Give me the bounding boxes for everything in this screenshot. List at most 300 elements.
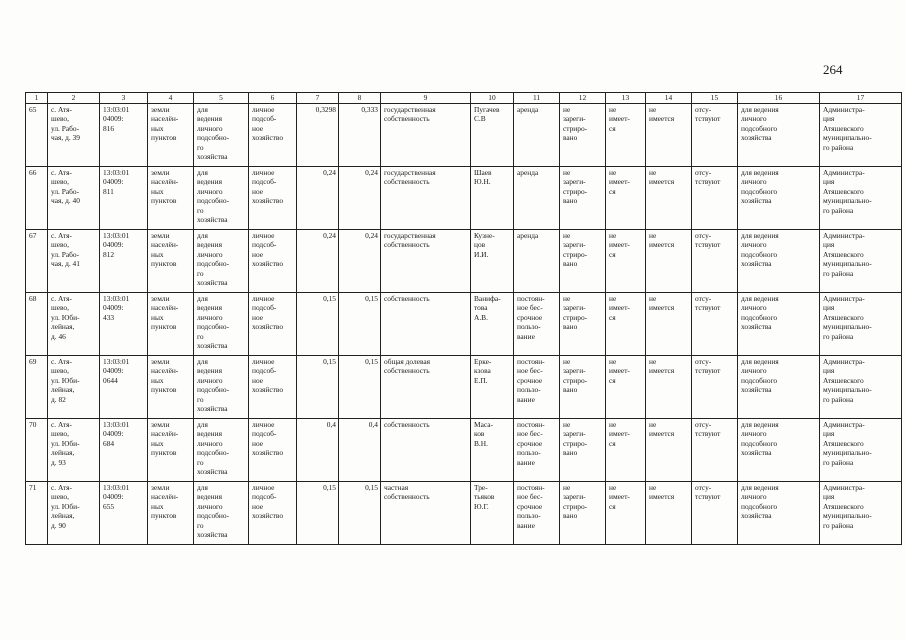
cell-text-line: населён- [151, 429, 179, 439]
cell-text-line: государственная [384, 105, 436, 114]
column-header-13: 13 [606, 93, 646, 104]
cell-text-line: имеется [649, 240, 675, 250]
table-cell-col-17 [820, 419, 902, 482]
table-cell-col-8: 0,15 [339, 293, 381, 356]
table-cell-col-17 [820, 482, 902, 545]
cell-text-line: для [197, 420, 208, 429]
cell-text-line: постоян- [517, 483, 545, 492]
cell-text-line: тствуют [695, 240, 721, 250]
cell-text-line: това [474, 303, 488, 313]
cell-text-line: ведения [197, 366, 222, 376]
cell-text-line: тствуют [695, 429, 721, 439]
cell-text-line: зареги- [563, 492, 586, 502]
cell-text-line: не [649, 294, 657, 303]
table-cell-col-12 [560, 293, 606, 356]
cell-text-line: вано [563, 385, 578, 395]
table-cell-col-5 [194, 230, 249, 293]
cell-text-line: земли [151, 294, 170, 303]
cell-text-line: муниципально- [823, 259, 872, 269]
land-register-table [25, 92, 902, 545]
cell-text-line: с. Атя- [51, 420, 72, 429]
cell-text-line: 655 [103, 501, 115, 511]
cell-text-line: Атяшевского [823, 312, 864, 322]
cell-text-line: имеет- [609, 429, 630, 439]
cell-text-line: не [563, 483, 571, 492]
table-cell-col-4 [148, 230, 194, 293]
table-cell-col-13 [606, 230, 646, 293]
cell-text-line: пользо- [517, 511, 541, 521]
cell-text-line: д. 93 [51, 457, 66, 467]
cell-text-line: личного [197, 123, 223, 133]
table-cell-col-15 [692, 419, 738, 482]
cell-text-line: го [197, 457, 204, 467]
cell-text-line: хозяйства [197, 215, 228, 225]
cell-text-line: не [563, 168, 571, 177]
column-header-1: 1 [26, 93, 48, 104]
cell-text-line: 04009: [103, 114, 124, 124]
cell-text-line: Шаев [474, 168, 492, 177]
cell-text-line: го [197, 268, 204, 278]
table-cell-col-3 [100, 293, 148, 356]
cell-text-line: отсу- [695, 483, 712, 492]
cell-text-line: для ведения [741, 294, 779, 303]
cell-text-line: с. Атя- [51, 483, 72, 492]
cell-text-line: Администра- [823, 420, 865, 429]
table-cell-col-11 [514, 419, 560, 482]
cell-text-line: не [649, 168, 657, 177]
cell-text-line: имеется [649, 177, 675, 187]
cell-text-line: 04009: [103, 303, 124, 313]
cell-text-line: пунктов [151, 259, 177, 269]
cell-text-line: лейная, [51, 448, 75, 458]
cell-text-line: хозяйство [252, 259, 284, 269]
table-cell-col-9 [381, 482, 471, 545]
table-cell-col-7: 0,24 [297, 167, 339, 230]
table-cell-col-9 [381, 356, 471, 419]
cell-text-line: для ведения [741, 105, 779, 114]
column-header-4: 4 [148, 93, 194, 104]
cell-text-line: земли [151, 483, 170, 492]
cell-text-line: срочное [517, 375, 543, 385]
table-cell-col-8: 0,24 [339, 230, 381, 293]
table-cell-col-5 [194, 482, 249, 545]
cell-text-line: ция [823, 492, 835, 502]
cell-text-line: зареги- [563, 114, 586, 124]
cell-text-line: имеет- [609, 366, 630, 376]
table-cell-col-9 [381, 419, 471, 482]
column-number-header-row [26, 93, 902, 104]
cell-text-line: не [609, 294, 617, 303]
cell-text-line: кзова [474, 366, 491, 376]
cell-text-line: го района [823, 268, 854, 278]
table-cell-col-5 [194, 167, 249, 230]
cell-text-line: зареги- [563, 177, 586, 187]
cell-text-line: Атяшевского [823, 438, 864, 448]
column-header-10: 10 [471, 93, 514, 104]
cell-text-line: муниципально- [823, 385, 872, 395]
cell-text-line: государственная [384, 168, 436, 177]
cell-text-line: шево, [51, 114, 69, 124]
cell-text-line: Атяшевского [823, 249, 864, 259]
cell-text-line: населён- [151, 492, 179, 502]
cell-text-line: имеется [649, 366, 675, 376]
cell-text-line: собственность [384, 114, 430, 124]
table-cell-col-1: 68 [26, 293, 48, 356]
cell-text-line: 433 [103, 312, 115, 322]
cell-text-line: И.И. [474, 249, 489, 259]
cell-text-line: 13:03:01 [103, 105, 130, 114]
cell-text-line: отсу- [695, 231, 712, 240]
cell-text-line: хозяйство [252, 196, 284, 206]
cell-text-line: хозяйства [741, 133, 772, 143]
table-cell-col-9 [381, 230, 471, 293]
cell-text-line: 04009: [103, 366, 124, 376]
table-cell-col-17 [820, 230, 902, 293]
cell-text-line: ных [151, 501, 164, 511]
table-cell-col-15 [692, 104, 738, 167]
cell-text-line: для ведения [741, 420, 779, 429]
cell-text-line: хозяйство [252, 322, 284, 332]
cell-text-line: тствуют [695, 492, 721, 502]
cell-text-line: ция [823, 114, 835, 124]
cell-text-line: подсобно- [197, 259, 230, 269]
cell-text-line: подсоб- [252, 240, 277, 250]
cell-text-line: Администра- [823, 483, 865, 492]
table-cell-col-16 [738, 167, 820, 230]
column-header-7: 7 [297, 93, 339, 104]
cell-text-line: не [563, 420, 571, 429]
table-cell-col-16 [738, 104, 820, 167]
cell-text-line: хозяйства [197, 152, 228, 162]
table-cell-col-3 [100, 104, 148, 167]
cell-text-line: стриро- [563, 375, 588, 385]
table-cell-col-12 [560, 482, 606, 545]
table-cell-col-2 [48, 167, 100, 230]
cell-text-line: зареги- [563, 366, 586, 376]
cell-text-line: личного [197, 186, 223, 196]
cell-text-line: отсу- [695, 105, 712, 114]
cell-text-line: не [649, 483, 657, 492]
cell-text-line: 812 [103, 249, 115, 259]
page-number: 264 [823, 62, 843, 77]
cell-text-line: ное [252, 249, 264, 259]
table-cell-col-6 [249, 167, 297, 230]
cell-text-line: 811 [103, 186, 114, 196]
cell-text-line: шево, [51, 177, 69, 187]
cell-text-line: собственность [384, 240, 430, 250]
table-cell-col-12 [560, 419, 606, 482]
table-cell-col-1: 70 [26, 419, 48, 482]
cell-text-line: зареги- [563, 240, 586, 250]
cell-text-line: подсобно- [197, 448, 230, 458]
cell-text-line: вано [563, 448, 578, 458]
cell-text-line: д. 82 [51, 394, 66, 404]
table-cell-col-5 [194, 356, 249, 419]
cell-text-line: не [609, 420, 617, 429]
cell-text-line: имеет- [609, 303, 630, 313]
cell-text-line: общая долевая [384, 357, 431, 366]
cell-text-line: личное [252, 420, 275, 429]
cell-text-line: частная [384, 483, 409, 492]
cell-text-line: 13:03:01 [103, 231, 130, 240]
cell-text-line: ное [252, 375, 264, 385]
cell-text-line: 04009: [103, 240, 124, 250]
table-cell-col-9 [381, 104, 471, 167]
cell-text-line: подсобно- [197, 196, 230, 206]
cell-text-line: ся [609, 438, 616, 448]
table-cell-col-15 [692, 230, 738, 293]
table-cell-col-1: 71 [26, 482, 48, 545]
cell-text-line: пунктов [151, 511, 177, 521]
cell-text-line: личного [741, 177, 767, 187]
cell-text-line: ведения [197, 429, 222, 439]
cell-text-line: ных [151, 375, 164, 385]
cell-text-line: 04009: [103, 177, 124, 187]
cell-text-line: ся [609, 501, 616, 511]
cell-text-line: муниципально- [823, 322, 872, 332]
cell-text-line: 13:03:01 [103, 168, 130, 177]
cell-text-line: ция [823, 366, 835, 376]
cell-text-line: имеет- [609, 492, 630, 502]
table-cell-col-16 [738, 230, 820, 293]
cell-text-line: личное [252, 357, 275, 366]
cell-text-line: тствуют [695, 114, 721, 124]
cell-text-line: ся [609, 186, 616, 196]
cell-text-line: В.Н. [474, 438, 488, 448]
table-cell-col-12 [560, 230, 606, 293]
table-cell-col-8: 0,15 [339, 482, 381, 545]
table-cell-col-2 [48, 419, 100, 482]
cell-text-line: населён- [151, 303, 179, 313]
table-cell-col-15 [692, 356, 738, 419]
table-cell-col-9 [381, 293, 471, 356]
table-cell-col-8: 0,15 [339, 356, 381, 419]
cell-text-line: Атяшевского [823, 375, 864, 385]
cell-text-line: личного [197, 312, 223, 322]
cell-text-line: хозяйства [197, 404, 228, 414]
cell-text-line: ведения [197, 177, 222, 187]
cell-text-line: д. 90 [51, 520, 66, 530]
cell-text-line: для [197, 483, 208, 492]
table-cell-col-2 [48, 356, 100, 419]
cell-text-line: населён- [151, 114, 179, 124]
cell-text-line: ное [252, 123, 264, 133]
cell-text-line: аренда [517, 231, 539, 240]
cell-text-line: стриро- [563, 312, 588, 322]
cell-text-line: 04009: [103, 492, 124, 502]
cell-text-line: Ю.Г. [474, 501, 489, 511]
table-cell-col-2 [48, 293, 100, 356]
table-cell-col-8: 0,24 [339, 167, 381, 230]
cell-text-line: с. Атя- [51, 105, 72, 114]
cell-text-line: постоян- [517, 294, 545, 303]
cell-text-line: Администра- [823, 168, 865, 177]
cell-text-line: хозяйство [252, 133, 284, 143]
cell-text-line: пользо- [517, 322, 541, 332]
cell-text-line: ул. Юби- [51, 501, 80, 511]
cell-text-line: 684 [103, 438, 115, 448]
cell-text-line: населён- [151, 240, 179, 250]
cell-text-line: стриро- [563, 123, 588, 133]
cell-text-line: собственность [384, 420, 430, 429]
cell-text-line: Маса- [474, 420, 493, 429]
table-cell-col-12 [560, 356, 606, 419]
cell-text-line: не [609, 168, 617, 177]
table-cell-col-4 [148, 356, 194, 419]
table-cell-col-11 [514, 230, 560, 293]
cell-text-line: срочное [517, 438, 543, 448]
cell-text-line: личного [741, 114, 767, 124]
cell-text-line: 04009: [103, 429, 124, 439]
cell-text-line: личное [252, 168, 275, 177]
column-header-11: 11 [514, 93, 560, 104]
cell-text-line: для [197, 294, 208, 303]
column-header-9: 9 [381, 93, 471, 104]
column-header-2: 2 [48, 93, 100, 104]
table-cell-col-3 [100, 167, 148, 230]
table-cell-col-7: 0,15 [297, 293, 339, 356]
cell-text-line: го района [823, 331, 854, 341]
table-cell-col-16 [738, 482, 820, 545]
table-cell-col-6 [249, 230, 297, 293]
cell-text-line: ул. Юби- [51, 312, 80, 322]
cell-text-line: подсоб- [252, 177, 277, 187]
cell-text-line: Пугачев [474, 105, 500, 114]
cell-text-line: ведения [197, 114, 222, 124]
cell-text-line: хозяйства [741, 385, 772, 395]
cell-text-line: хозяйства [741, 259, 772, 269]
table-cell-col-13 [606, 293, 646, 356]
cell-text-line: пунктов [151, 385, 177, 395]
table-cell-col-13 [606, 104, 646, 167]
cell-text-line: го [197, 394, 204, 404]
column-header-3: 3 [100, 93, 148, 104]
cell-text-line: хозяйство [252, 385, 284, 395]
table-row [26, 356, 902, 419]
cell-text-line: д. 46 [51, 331, 66, 341]
cell-text-line: земли [151, 231, 170, 240]
cell-text-line: Кузне- [474, 231, 495, 240]
cell-text-line: имеется [649, 303, 675, 313]
table-cell-col-14 [646, 356, 692, 419]
cell-text-line: муниципально- [823, 448, 872, 458]
cell-text-line: хозяйство [252, 511, 284, 521]
cell-text-line: постоян- [517, 420, 545, 429]
cell-text-line: земли [151, 105, 170, 114]
cell-text-line: подсобного [741, 249, 778, 259]
table-cell-col-2 [48, 482, 100, 545]
cell-text-line: ся [609, 249, 616, 259]
cell-text-line: хозяйства [741, 322, 772, 332]
table-cell-col-4 [148, 167, 194, 230]
cell-text-line: личное [252, 105, 275, 114]
cell-text-line: вание [517, 331, 535, 341]
cell-text-line: ных [151, 123, 164, 133]
cell-text-line: Администра- [823, 105, 865, 114]
table-cell-col-6 [249, 104, 297, 167]
cell-text-line: ных [151, 249, 164, 259]
cell-text-line: хозяйство [252, 448, 284, 458]
cell-text-line: тствуют [695, 177, 721, 187]
cell-text-line: не [609, 231, 617, 240]
table-cell-col-6 [249, 482, 297, 545]
cell-text-line: отсу- [695, 294, 712, 303]
cell-text-line: ное бес- [517, 492, 543, 502]
cell-text-line: с. Атя- [51, 357, 72, 366]
cell-text-line: ся [609, 123, 616, 133]
cell-text-line: имеется [649, 114, 675, 124]
cell-text-line: лейная, [51, 385, 75, 395]
cell-text-line: земли [151, 357, 170, 366]
table-cell-col-16 [738, 419, 820, 482]
cell-text-line: ведения [197, 240, 222, 250]
cell-text-line: го [197, 142, 204, 152]
cell-text-line: стриро- [563, 249, 588, 259]
table-cell-col-6 [249, 293, 297, 356]
cell-text-line: подсобного [741, 375, 778, 385]
cell-text-line: ция [823, 429, 835, 439]
cell-text-line: тьяков [474, 492, 495, 502]
cell-text-line: срочное [517, 312, 543, 322]
cell-text-line: ул. Рабо- [51, 249, 80, 259]
cell-text-line: го района [823, 394, 854, 404]
cell-text-line: подсобно- [197, 322, 230, 332]
cell-text-line: ведения [197, 492, 222, 502]
cell-text-line: личного [197, 375, 223, 385]
cell-text-line: собственность [384, 294, 430, 303]
cell-text-line: личного [197, 501, 223, 511]
column-header-17: 17 [820, 93, 902, 104]
table-cell-col-3 [100, 356, 148, 419]
cell-text-line: не [609, 357, 617, 366]
cell-text-line: шево, [51, 492, 69, 502]
cell-text-line: шево, [51, 240, 69, 250]
cell-text-line: для ведения [741, 168, 779, 177]
cell-text-line: ул. Юби- [51, 375, 80, 385]
cell-text-line: личного [741, 240, 767, 250]
table-row [26, 482, 902, 545]
cell-text-line: шево, [51, 429, 69, 439]
cell-text-line: Атяшевского [823, 186, 864, 196]
cell-text-line: шево, [51, 303, 69, 313]
cell-text-line: подсобно- [197, 511, 230, 521]
table-cell-col-4 [148, 293, 194, 356]
cell-text-line: го района [823, 205, 854, 215]
cell-text-line: ся [609, 375, 616, 385]
cell-text-line: 0644 [103, 375, 118, 385]
table-cell-col-6 [249, 356, 297, 419]
table-cell-col-13 [606, 167, 646, 230]
table-row [26, 104, 902, 167]
table-cell-col-5 [194, 293, 249, 356]
cell-text-line: собственность [384, 492, 430, 502]
table-cell-col-7: 0,15 [297, 356, 339, 419]
cell-text-line: ков [474, 429, 485, 439]
cell-text-line: ное [252, 312, 264, 322]
table-cell-col-3 [100, 419, 148, 482]
cell-text-line: 13:03:01 [103, 483, 130, 492]
cell-text-line: Е.П. [474, 375, 488, 385]
cell-text-line: го [197, 205, 204, 215]
column-header-8: 8 [339, 93, 381, 104]
column-header-12: 12 [560, 93, 606, 104]
cell-text-line: ное [252, 438, 264, 448]
cell-text-line: подсоб- [252, 303, 277, 313]
cell-text-line: подсобно- [197, 133, 230, 143]
cell-text-line: 13:03:01 [103, 357, 130, 366]
cell-text-line: Администра- [823, 294, 865, 303]
table-cell-col-16 [738, 356, 820, 419]
